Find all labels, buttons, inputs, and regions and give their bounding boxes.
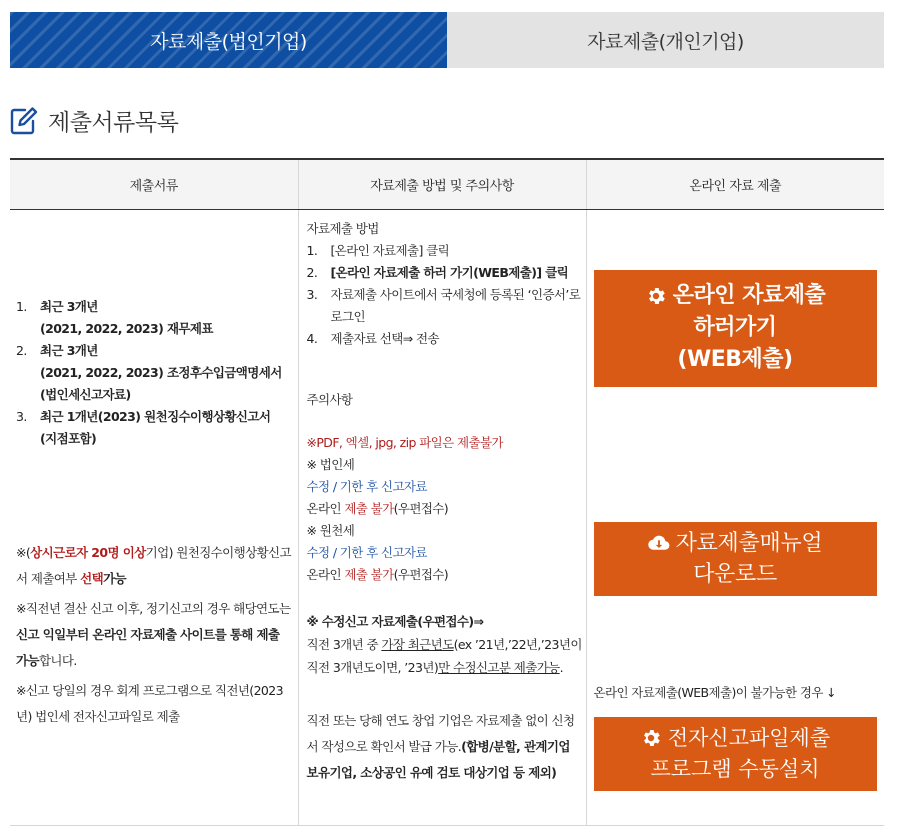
- not-allowed-note: ※PDF, 엑셀, jpg, zip 파일은 제출불가: [306, 434, 503, 450]
- tab-individual-label: 자료제출(개인기업): [587, 30, 744, 53]
- documents-list: [16, 296, 286, 450]
- list-item: 1. 최근 3개년 (2021, 2022, 2023) 재무제표: [16, 298, 213, 336]
- note-regular-filing: ※직전년 결산 신고 이후, 정기신고의 경우 해당연도는 신고 익일부터 온라인 자료제출 사이트를 통해 제출 가능합니다.: [16, 600, 291, 668]
- online-cell: [586, 209, 884, 825]
- documents-table: [10, 158, 884, 826]
- tab-corporate[interactable]: [10, 12, 447, 68]
- caution-title: 주의사항: [306, 391, 353, 407]
- list-item: 2. [온라인 자료제출 하러 가기(WEB제출)] 클릭: [306, 264, 569, 280]
- gear-icon: [640, 727, 662, 749]
- withholding-title: ※ 원천세: [306, 522, 355, 538]
- gear-icon: [645, 285, 667, 307]
- tab-corporate-label: 자료제출(법인기업): [150, 30, 307, 53]
- section-title: 제출서류목록: [48, 109, 179, 136]
- note-same-day: ※신고 당일의 경우 회계 프로그램으로 직전년(2023년) 법인세 전자신고파일로 제출: [16, 682, 283, 724]
- header-online: 온라인 자료 제출: [586, 159, 884, 209]
- method-cell: [298, 209, 586, 825]
- startup-note: 직전 또는 당해 연도 창업 기업은 자료제출 없이 신청서 작성으로 확인서 발급 가능.(합병/분할, 관계기업 보유기업, 소상공인 유예 검토 대상기업 등 제외): [306, 712, 575, 780]
- withholding-online: 온라인 제출 불가(우편접수): [306, 566, 449, 582]
- tab-bar: [10, 12, 884, 68]
- list-item: 3. 최근 1개년(2023) 원천징수이행상황신고서(지점포함): [16, 408, 271, 446]
- list-item: 2. 최근 3개년 (2021, 2022, 2023) 조정후수입금액명세서(법인세신고자료): [16, 342, 282, 402]
- corp-tax-amend: 수정 / 기한 후 신고자료: [306, 478, 427, 494]
- header-documents: 제출서류: [10, 159, 298, 209]
- corp-tax-online: 온라인 제출 불가(우편접수): [306, 500, 449, 516]
- method-steps: [307, 218, 581, 350]
- manual-download-button[interactable]: 자료제출매뉴얼 다운로드: [594, 522, 877, 596]
- section-header: [8, 103, 178, 137]
- documents-cell: [10, 209, 298, 825]
- withholding-amend: 수정 / 기한 후 신고자료: [306, 544, 427, 560]
- cloud-download-icon: [648, 532, 670, 554]
- fallback-note: 온라인 자료제출(WEB제출)이 불가능한 경우 ↓: [593, 684, 837, 700]
- web-submit-button[interactable]: 온라인 자료제출 하러가기 (WEB제출): [594, 270, 877, 387]
- tab-individual[interactable]: [447, 12, 884, 68]
- program-install-button[interactable]: 전자신고파일제출 프로그램 수동설치: [594, 717, 877, 791]
- modified-filing-note: ※ 수정신고 자료제출(우편접수)⇒ 직전 3개년 중 가장 최근년도(ex ’21년,’22년,’23년이 직전 3개년도이면, ’23년)만 수정신고분 제출가능.: [306, 613, 582, 675]
- caution-list: [307, 432, 583, 586]
- documents-notes: [16, 540, 292, 734]
- note-withholding: ※(상시근로자 20명 이상기업) 원천징수이행상황신고서 제출여부 선택가능: [16, 544, 292, 586]
- list-item: 3. 자료제출 사이트에서 국세청에 등록된 ‘인증서’로 로그인: [306, 286, 581, 324]
- edit-icon: [8, 104, 40, 136]
- corp-tax-title: ※ 법인세: [306, 456, 355, 472]
- method-title: 자료제출 방법: [306, 220, 379, 236]
- list-item: 1. [온라인 자료제출] 클릭: [306, 242, 450, 258]
- header-method: 자료제출 방법 및 주의사항: [298, 159, 586, 209]
- list-item: 4. 제출자료 선택⇒ 전송: [306, 330, 439, 346]
